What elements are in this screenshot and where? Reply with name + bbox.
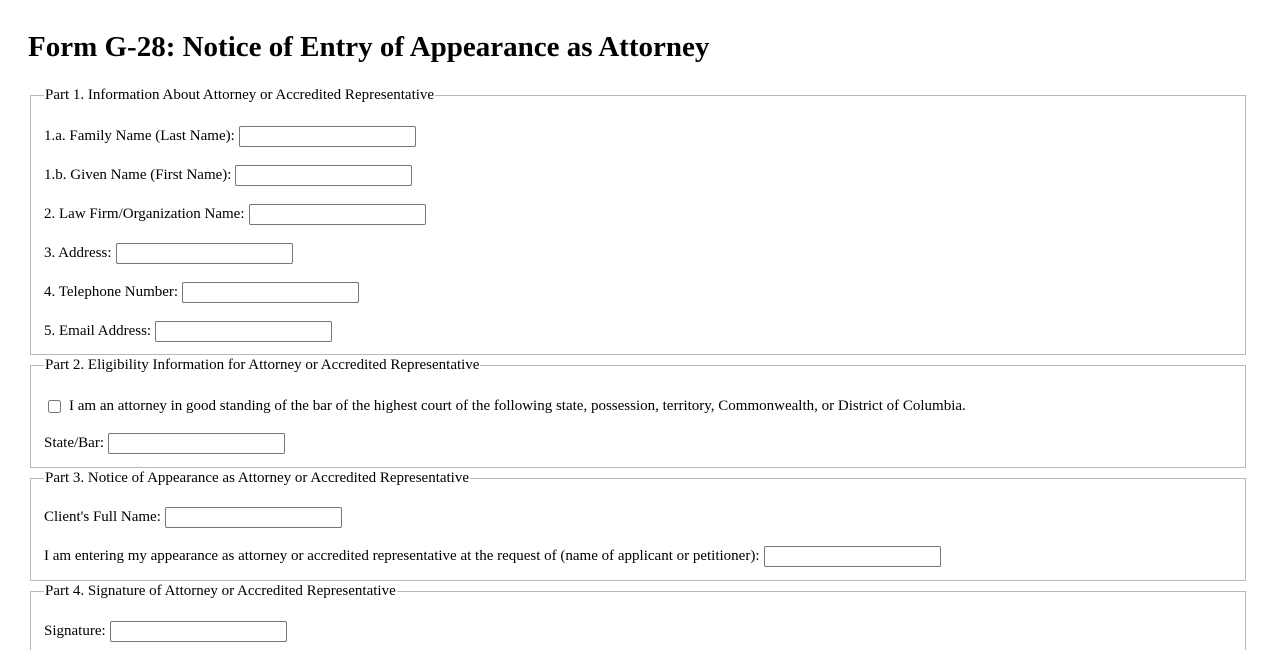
law-firm-label: 2. Law Firm/Organization Name: (44, 205, 245, 222)
part1-legend: Part 1. Information About Attorney or Accredited Representative (45, 87, 435, 103)
address-label: 3. Address: (44, 244, 112, 261)
family-name-label: 1.a. Family Name (Last Name): (44, 127, 235, 144)
part3-fieldset (30, 470, 1246, 581)
signature-label: Signature: (44, 622, 106, 639)
law-firm-input[interactable] (249, 204, 426, 225)
telephone-label: 4. Telephone Number: (44, 283, 179, 300)
part3-legend: Part 3. Notice of Appearance as Attorney or Accredited Representative (45, 470, 470, 486)
part1-fieldset (30, 87, 1246, 355)
given-name-input[interactable] (235, 165, 412, 186)
part2-fieldset (30, 357, 1246, 468)
telephone-row (44, 281, 359, 303)
client-name-row (44, 506, 342, 528)
bar-standing-label: I am an attorney in good standing of the bar of the highest court of the following state, possession, territory, Commonwealth, or District of Columbia. (69, 397, 966, 414)
email-label: 5. Email Address: (44, 322, 152, 339)
request-of-input[interactable] (764, 546, 941, 567)
request-of-label: I am entering my appearance as attorney or accredited representative at the request of (name of applicant or petitioner): (44, 547, 760, 564)
address-input[interactable] (116, 243, 293, 264)
state-bar-input[interactable] (108, 433, 285, 454)
signature-input[interactable] (110, 621, 287, 642)
request-of-row (44, 545, 941, 567)
client-name-input[interactable] (165, 507, 342, 528)
family-name-row (44, 125, 416, 147)
given-name-row (44, 164, 412, 186)
given-name-label: 1.b. Given Name (First Name): (44, 166, 232, 183)
email-input[interactable] (155, 321, 332, 342)
email-row (44, 320, 332, 342)
telephone-input[interactable] (182, 282, 359, 303)
bar-standing-row (44, 395, 966, 417)
law-firm-row (44, 203, 426, 225)
client-name-label: Client's Full Name: (44, 508, 161, 525)
page-title: Form G-28: Notice of Entry of Appearance as Attorney (28, 31, 710, 63)
signature-row (44, 620, 287, 642)
state-bar-label: State/Bar: (44, 434, 104, 451)
family-name-input[interactable] (239, 126, 416, 147)
part4-legend: Part 4. Signature of Attorney or Accredited Representative (45, 583, 396, 599)
bar-standing-checkbox[interactable] (48, 400, 61, 413)
part2-legend: Part 2. Eligibility Information for Attorney or Accredited Representative (45, 357, 480, 373)
state-bar-row (44, 432, 285, 454)
address-row (44, 242, 293, 264)
part4-fieldset (30, 583, 1246, 650)
